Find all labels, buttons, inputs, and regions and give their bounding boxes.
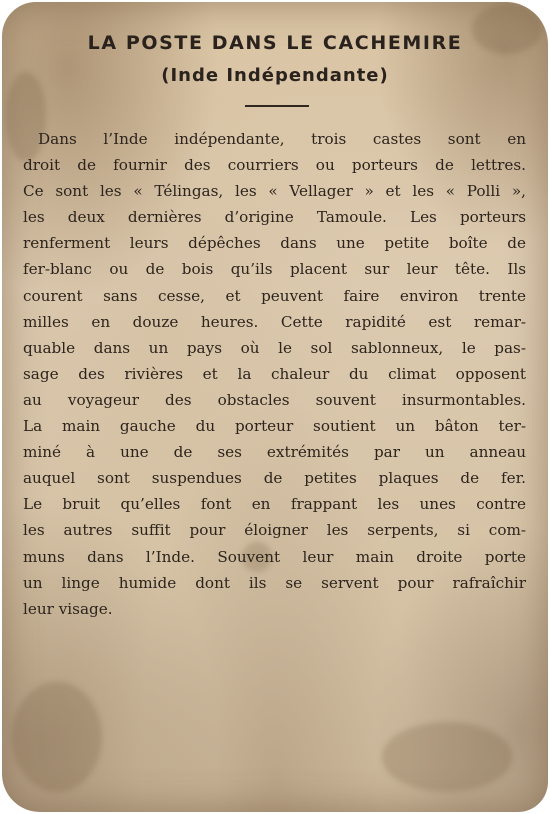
paragraph-line: miné à une de ses extrémités par un anneau — [23, 443, 526, 462]
paragraph-line: un linge humide dont ils se servent pour rafraîchir — [23, 573, 526, 592]
paragraph-line: La main gauche du porteur soutient un bâton ter- — [23, 417, 526, 436]
paragraph-line: courent sans cesse, et peuvent faire environ trente — [23, 286, 526, 305]
stain — [382, 722, 512, 792]
card-subtitle: (Inde Indépendante) — [161, 65, 389, 86]
paragraph-line: droit de fournir des courriers ou porteurs de lettres. — [23, 156, 526, 175]
paragraph-line: fer-blanc ou de bois qu’ils placent sur leur tête. Ils — [23, 260, 526, 279]
paragraph-line: Ce sont les « Télingas, les « Vellager » et les « Polli », — [23, 182, 526, 201]
paragraph-line: renferment leurs dépêches dans une petite boîte de — [23, 234, 526, 253]
paragraph-line: les deux dernières d’origine Tamoule. Les porteurs — [23, 208, 526, 227]
postcard-back — [2, 2, 548, 812]
card-title: LA POSTE DANS LE CACHEMIRE — [87, 32, 463, 54]
paragraph-line: Le bruit qu’elles font en frappant les unes contre — [23, 495, 526, 514]
paragraph-line: leur visage. — [23, 599, 113, 618]
paragraph-line: milles en douze heures. Cette rapidité est remar- — [23, 312, 526, 331]
stain — [12, 682, 102, 792]
title-divider — [245, 105, 309, 107]
paragraph-line: auquel sont suspendues de petites plaques de fer. — [23, 469, 526, 488]
paragraph-line: au voyageur des obstacles souvent insurmontables. — [23, 390, 526, 409]
paragraph-line: les autres suffit pour éloigner les serpents, si com- — [23, 521, 526, 540]
paragraph-line: muns dans l’Inde. Souvent leur main droite porte — [23, 547, 526, 566]
paragraph-line: quable dans un pays où le sol sablonneux, le pas- — [23, 338, 526, 357]
paragraph-line: sage des rivières et la chaleur du climat opposent — [23, 364, 526, 383]
paragraph-line: Dans l’Inde indépendante, trois castes sont en — [38, 130, 526, 148]
paragraph — [23, 126, 526, 622]
